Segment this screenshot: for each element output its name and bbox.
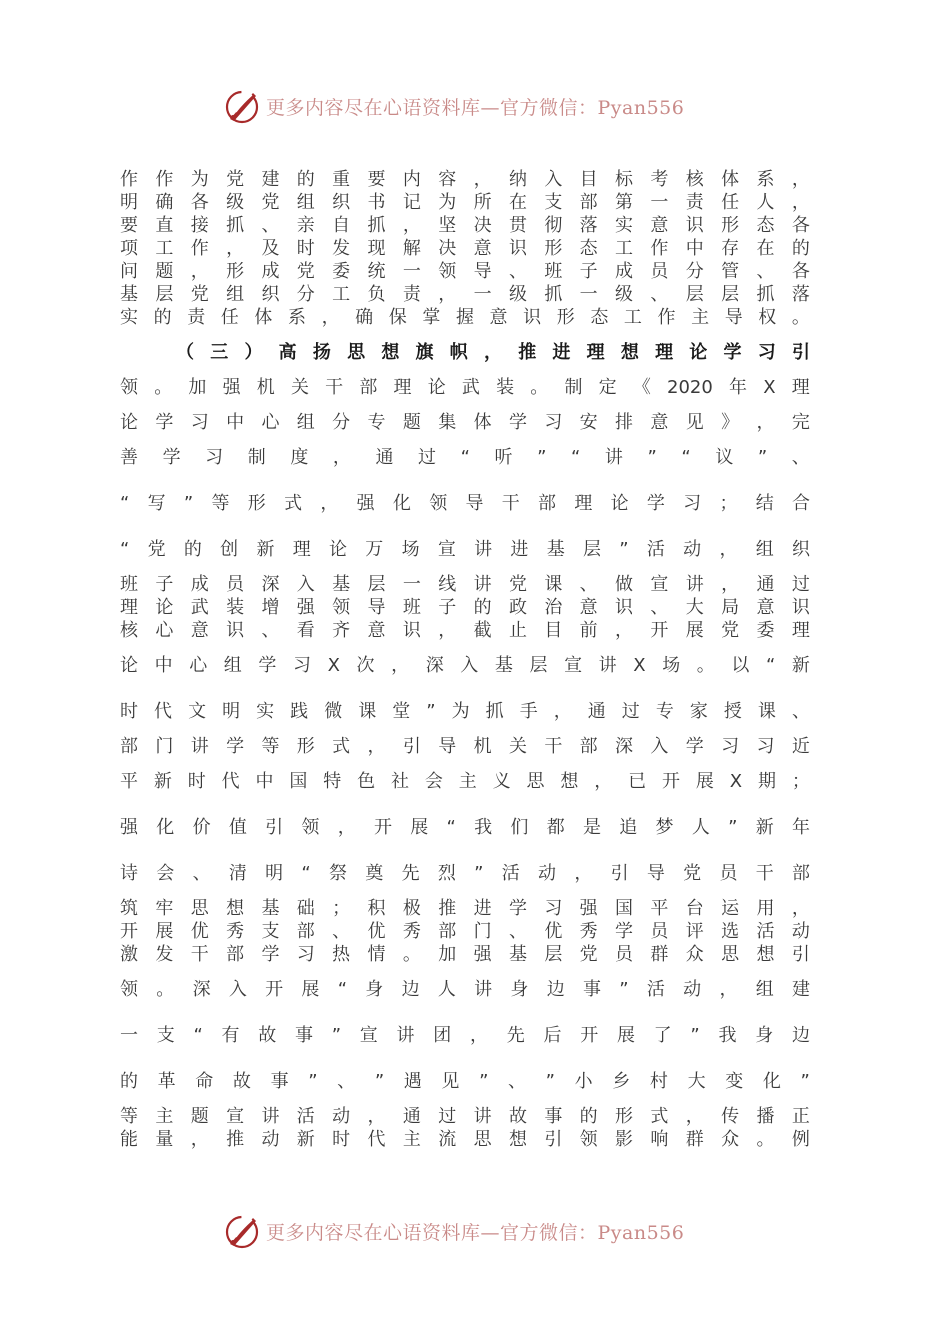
text-line: “ 党 的 创 新 理 论 万 场 宣 讲 进 基 层 ” 活 动 ， 组 织 (120, 539, 810, 560)
text-line: 明 确 各 级 党 组 织 书 记 为 所 在 支 部 第 一 责 任 人 ， (120, 192, 810, 213)
text-line: 激 发 干 部 学 习 热 情 。 加 强 基 层 党 员 群 众 思 想 引 (120, 944, 810, 965)
text-line: 时 代 文 明 实 践 微 课 堂 ” 为 抓 手 ， 通 过 专 家 授 课 、 (120, 701, 810, 722)
footer-watermark (222, 1209, 742, 1253)
text-line: 等 主 题 宣 讲 活 动 ， 通 过 讲 故 事 的 形 式 ， 传 播 正 (120, 1106, 810, 1127)
section-heading: （ 三 ） 高 扬 思 想 旗 帜 ， 推 进 理 想 理 论 学 习 引 (176, 342, 810, 363)
text-line: 一 支 “ 有 故 事 ” 宣 讲 团 ， 先 后 开 展 了 ” 我 身 边 (120, 1025, 810, 1046)
text-line: 理 论 武 装 增 强 领 导 班 子 的 政 治 意 识 、 大 局 意 识 (120, 597, 810, 618)
text-line: 问 题 ， 形 成 党 委 统 一 领 导 、 班 子 成 员 分 管 、 各 (120, 261, 810, 282)
text-line: 班 子 成 员 深 入 基 层 一 线 讲 党 课 、 做 宣 讲 ， 通 过 (120, 574, 810, 595)
text-line: 的 革 命 故 事 ” 、 ” 遇 见 ” 、 ” 小 乡 村 大 变 化 ” (120, 1071, 810, 1092)
watermark-text: 更多内容尽在心语资料库—官方微信：Pyan556 (266, 96, 685, 119)
text-line: 能 量 ， 推 动 新 时 代 主 流 思 想 引 领 影 响 群 众 。 例 (120, 1129, 810, 1150)
text-line: 项 工 作 ， 及 时 发 现 解 决 意 识 形 态 工 作 中 存 在 的 (120, 238, 810, 259)
text-line: 论 学 习 中 心 组 分 专 题 集 体 学 习 安 排 意 见 》 ， 完 (120, 412, 810, 433)
text-line: 平 新 时 代 中 国 特 色 社 会 主 义 思 想 ， 已 开 展 X 期 ； (120, 771, 810, 792)
text-line: 强 化 价 值 引 领 ， 开 展 “ 我 们 都 是 追 梦 人 ” 新 年 (120, 817, 810, 838)
text-line: 领 。 深 入 开 展 “ 身 边 人 讲 身 边 事 ” 活 动 ， 组 建 (120, 979, 810, 1000)
quill-logo-icon (222, 86, 262, 126)
watermark-text: 更多内容尽在心语资料库—官方微信：Pyan556 (266, 1221, 685, 1244)
text-line: 作 作 为 党 建 的 重 要 内 容 ， 纳 入 目 标 考 核 体 系 ， (120, 169, 810, 190)
document-body (120, 168, 810, 1151)
header-watermark (222, 84, 742, 128)
text-line: 论 中 心 组 学 习 X 次 ， 深 入 基 层 宣 讲 X 场 。 以 “ 新 (120, 655, 810, 676)
text-line: 部 门 讲 学 等 形 式 ， 引 导 机 关 干 部 深 入 学 习 习 近 (120, 736, 810, 757)
quill-logo-icon (222, 1211, 262, 1251)
text-line: 筑 牢 思 想 基 础 ； 积 极 推 进 学 习 强 国 平 台 运 用 ， (120, 898, 810, 919)
text-line: “ 写 ” 等 形 式 ， 强 化 领 导 干 部 理 论 学 习 ； 结 合 (120, 493, 810, 514)
text-line: 核 心 意 识 、 看 齐 意 识 ， 截 止 目 前 ， 开 展 党 委 理 (120, 620, 810, 641)
text-line: 诗 会 、 清 明 “ 祭 奠 先 烈 ” 活 动 ， 引 导 党 员 干 部 (120, 863, 810, 884)
text-line: 领 。 加 强 机 关 干 部 理 论 武 装 。 制 定 《 2020 年 X 理 (120, 377, 810, 398)
text-line: 要 直 接 抓 、 亲 自 抓 ， 坚 决 贯 彻 落 实 意 识 形 态 各 (120, 215, 810, 236)
text-line: 开 展 优 秀 支 部 、 优 秀 部 门 、 优 秀 学 员 评 选 活 动 (120, 921, 810, 942)
text-line: 善 学 习 制 度 ， 通 过 “ 听 ” “ 讲 ” “ 议 ” 、 (120, 447, 810, 468)
text-line: 基 层 党 组 织 分 工 负 责 ， 一 级 抓 一 级 、 层 层 抓 落 (120, 284, 810, 305)
text-line: 实 的 责 任 体 系 ， 确 保 掌 握 意 识 形 态 工 作 主 导 权 。 (120, 307, 810, 328)
